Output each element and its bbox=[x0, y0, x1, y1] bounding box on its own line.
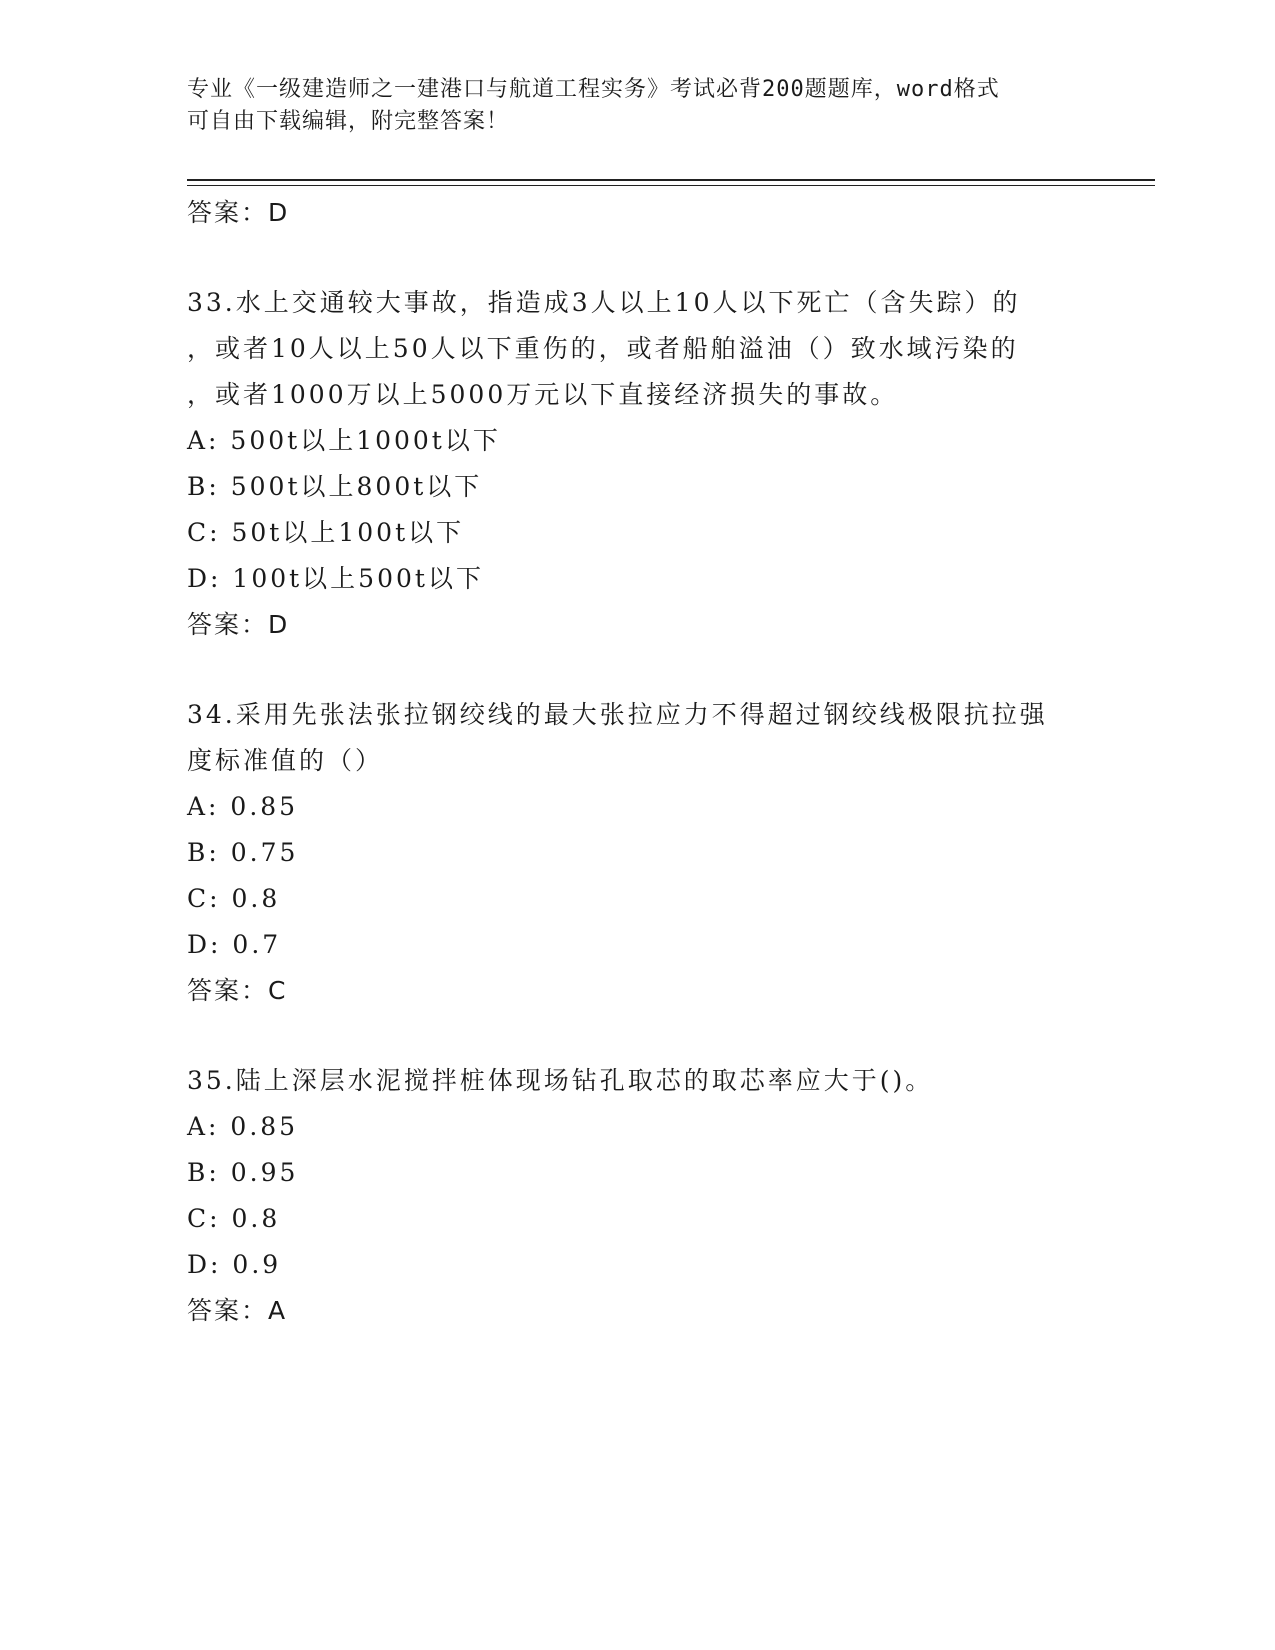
document-body bbox=[187, 190, 1087, 1334]
question-text-line: 度标准值的（） bbox=[187, 746, 384, 775]
answer: 答案：C bbox=[187, 976, 288, 1005]
spacer bbox=[187, 648, 1087, 692]
question-text-line: 34.采用先张法张拉钢绞线的最大张拉应力不得超过钢绞线极限抗拉强 bbox=[187, 700, 1048, 729]
header-line-2: 可自由下载编辑，附完整答案！ bbox=[187, 109, 510, 134]
question-33 bbox=[187, 280, 1087, 648]
question-text-line: 35.陆上深层水泥搅拌桩体现场钻孔取芯的取芯率应大于()。 bbox=[187, 1066, 934, 1095]
option-b: B: 500t以上800t以下 bbox=[187, 472, 483, 501]
option-c: C: 0.8 bbox=[187, 1204, 281, 1233]
spacer bbox=[187, 1014, 1087, 1058]
option-d: D: 100t以上500t以下 bbox=[187, 564, 484, 593]
option-b: B: 0.75 bbox=[187, 838, 299, 867]
option-c: C: 50t以上100t以下 bbox=[187, 518, 465, 547]
option-b: B: 0.95 bbox=[187, 1158, 299, 1187]
question-34 bbox=[187, 692, 1087, 1014]
question-text-line: ，或者10人以上50人以下重伤的，或者船舶溢油（）致水域污染的 bbox=[187, 334, 1019, 363]
question-text-line: 33.水上交通较大事故，指造成3人以上10人以下死亡（含失踪）的 bbox=[187, 288, 1021, 317]
document-header bbox=[187, 74, 1067, 138]
question-35 bbox=[187, 1058, 1087, 1334]
option-c: C: 0.8 bbox=[187, 884, 281, 913]
answer: 答案：D bbox=[187, 610, 290, 639]
header-divider-thin bbox=[187, 185, 1155, 186]
question-text-line: ，或者1000万以上5000万元以下直接经济损失的事故。 bbox=[187, 380, 899, 409]
option-a: A: 0.85 bbox=[187, 1112, 299, 1141]
header-divider bbox=[187, 179, 1155, 181]
option-d: D: 0.7 bbox=[187, 930, 282, 959]
answer: 答案：A bbox=[187, 1296, 288, 1325]
option-a: A: 0.85 bbox=[187, 792, 299, 821]
spacer bbox=[187, 236, 1087, 280]
header-line-1: 专业《一级建造师之一建港口与航道工程实务》考试必背200题题库，word格式 bbox=[187, 77, 1000, 102]
previous-answer: 答案：D bbox=[187, 198, 290, 227]
option-d: D: 0.9 bbox=[187, 1250, 282, 1279]
option-a: A: 500t以上1000t以下 bbox=[187, 426, 501, 455]
